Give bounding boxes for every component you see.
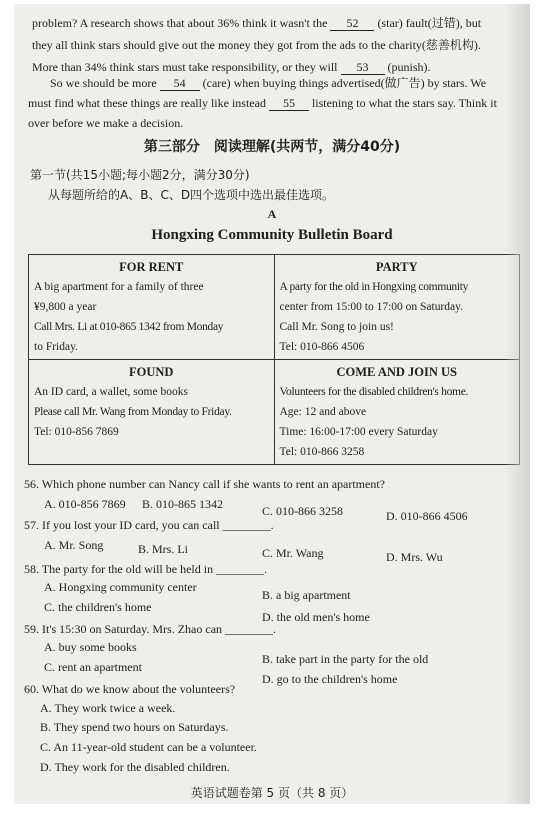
question-60 (24, 682, 235, 697)
option-60-d[interactable]: D. They work for the disabled children. (40, 760, 230, 774)
subsection-title: 第一节(共15小题;每小题2分，满分30分) (30, 168, 250, 182)
party-line: Call Mr. Song to join us! (279, 321, 394, 333)
come-join-line: Age: 12 and above (279, 406, 367, 418)
question-56 (24, 477, 385, 492)
found-line: Tel: 010-856 7869 (34, 426, 119, 438)
for-rent-cell (29, 255, 275, 360)
for-rent-line: A big apartment for a family of three (34, 281, 204, 293)
question-number: 57. (24, 518, 39, 532)
party-line: A party for the old in Hongxing community (279, 281, 469, 293)
found-cell (29, 360, 275, 465)
bulletin-board-table (28, 254, 520, 465)
option-59-b[interactable]: B. take part in the party for the old (262, 652, 429, 666)
question-57 (24, 518, 274, 533)
question-58 (24, 562, 267, 577)
option-56-c[interactable]: C. 010-866 3258 (262, 504, 343, 518)
question-text: The party for the old will be held in ________. (41, 562, 268, 576)
option-58-a[interactable]: A. Hongxing community center (44, 580, 197, 594)
for-rent-line: Call Mrs. Li at 010-865 1342 from Monday (34, 321, 224, 333)
passage-text: listening to what the stars say. Think it (311, 96, 497, 110)
question-59 (24, 622, 276, 637)
option-58-c[interactable]: C. the children's home (44, 600, 152, 614)
party-line: center from 15:00 to 17:00 on Saturday. (279, 301, 464, 313)
option-59-d[interactable]: D. go to the children's home (262, 672, 398, 686)
option-57-b[interactable]: B. Mrs. Li (138, 542, 189, 556)
come-join-line: Time: 16:00-17:00 every Saturday (279, 426, 438, 438)
instruction-text: 从每题所给的A、B、C、D四个选项中选出最佳选项。 (48, 188, 335, 202)
question-number: 60. (24, 682, 39, 696)
passage-text: (care) when buying things advertised(做广告) by stars. We (202, 76, 487, 90)
section-title: 第三部分 阅读理解(共两节，满分40分) (143, 139, 401, 155)
blank-54: 54 (160, 76, 200, 91)
found-heading: FOUND (129, 365, 174, 379)
for-rent-line: to Friday. (34, 341, 78, 353)
option-60-b[interactable]: B. They spend two hours on Saturdays. (40, 720, 229, 734)
party-heading: PARTY (375, 260, 418, 274)
option-57-c[interactable]: C. Mr. Wang (262, 546, 324, 560)
passage-letter: A (267, 207, 277, 221)
passage-text: must find what these things are really like instead (28, 96, 266, 110)
question-number: 59. (24, 622, 39, 636)
found-line: An ID card, a wallet, some books (34, 386, 188, 398)
passage-text: problem? A research shows that about 36% think it wasn't the (32, 16, 328, 30)
question-text: Which phone number can Nancy call if she wants to rent an apartment? (41, 477, 385, 491)
passage-text: So we should be more (50, 76, 157, 90)
question-number: 58. (24, 562, 39, 576)
question-text: What do we know about the volunteers? (41, 682, 236, 696)
passage-line: over before we make a decision. (28, 116, 184, 130)
party-cell (274, 255, 520, 360)
page-footer: 英语试题卷第 5 页（共 8 页） (190, 786, 354, 800)
blank-55: 55 (269, 96, 309, 111)
party-line: Tel: 010-866 4506 (279, 341, 365, 353)
blank-52: 52 (330, 16, 374, 31)
passage-text: More than 34% think stars must take responsibility, or they will (32, 60, 338, 74)
bulletin-board-title: Hongxing Community Bulletin Board (151, 227, 393, 243)
exam-page (14, 4, 530, 804)
option-58-d[interactable]: D. the old men's home (262, 610, 370, 624)
question-text: If you lost your ID card, you can call ________. (42, 518, 274, 532)
passage-text: (star) fault(过错), but (377, 16, 482, 30)
option-59-c[interactable]: C. rent an apartment (44, 660, 142, 674)
passage-line (28, 96, 497, 111)
passage-line (50, 76, 486, 91)
option-60-c[interactable]: C. An 11-year-old student can be a volunteer. (40, 740, 257, 754)
question-text: It's 15:30 on Saturday. Mrs. Zhao can ________. (42, 622, 277, 636)
option-56-d[interactable]: D. 010-866 4506 (386, 509, 468, 523)
come-join-line: Tel: 010-866 3258 (279, 446, 365, 458)
passage-line (32, 16, 481, 31)
passage-text: (punish). (387, 60, 431, 74)
option-59-a[interactable]: A. buy some books (44, 640, 137, 654)
option-60-a[interactable]: A. They work twice a week. (40, 701, 176, 715)
for-rent-line: ¥9,800 a year (34, 301, 97, 313)
option-57-a[interactable]: A. Mr. Song (44, 538, 104, 552)
option-56-b[interactable]: B. 010-865 1342 (142, 497, 223, 511)
come-join-heading: COME AND JOIN US (336, 365, 457, 379)
found-line: Please call Mr. Wang from Monday to Friday. (34, 406, 232, 418)
for-rent-heading: FOR RENT (119, 260, 184, 274)
option-58-b[interactable]: B. a big apartment (262, 588, 351, 602)
option-56-a[interactable]: A. 010-856 7869 (44, 497, 126, 511)
blank-53: 53 (341, 60, 385, 75)
passage-line: they all think stars should give out the money they got from the ads to the charity(慈善机构). (32, 38, 481, 52)
come-join-cell (274, 360, 520, 465)
question-number: 56. (24, 477, 39, 491)
passage-line (32, 60, 431, 75)
option-57-d[interactable]: D. Mrs. Wu (386, 550, 443, 564)
come-join-line: Volunteers for the disabled children's home. (279, 386, 469, 398)
